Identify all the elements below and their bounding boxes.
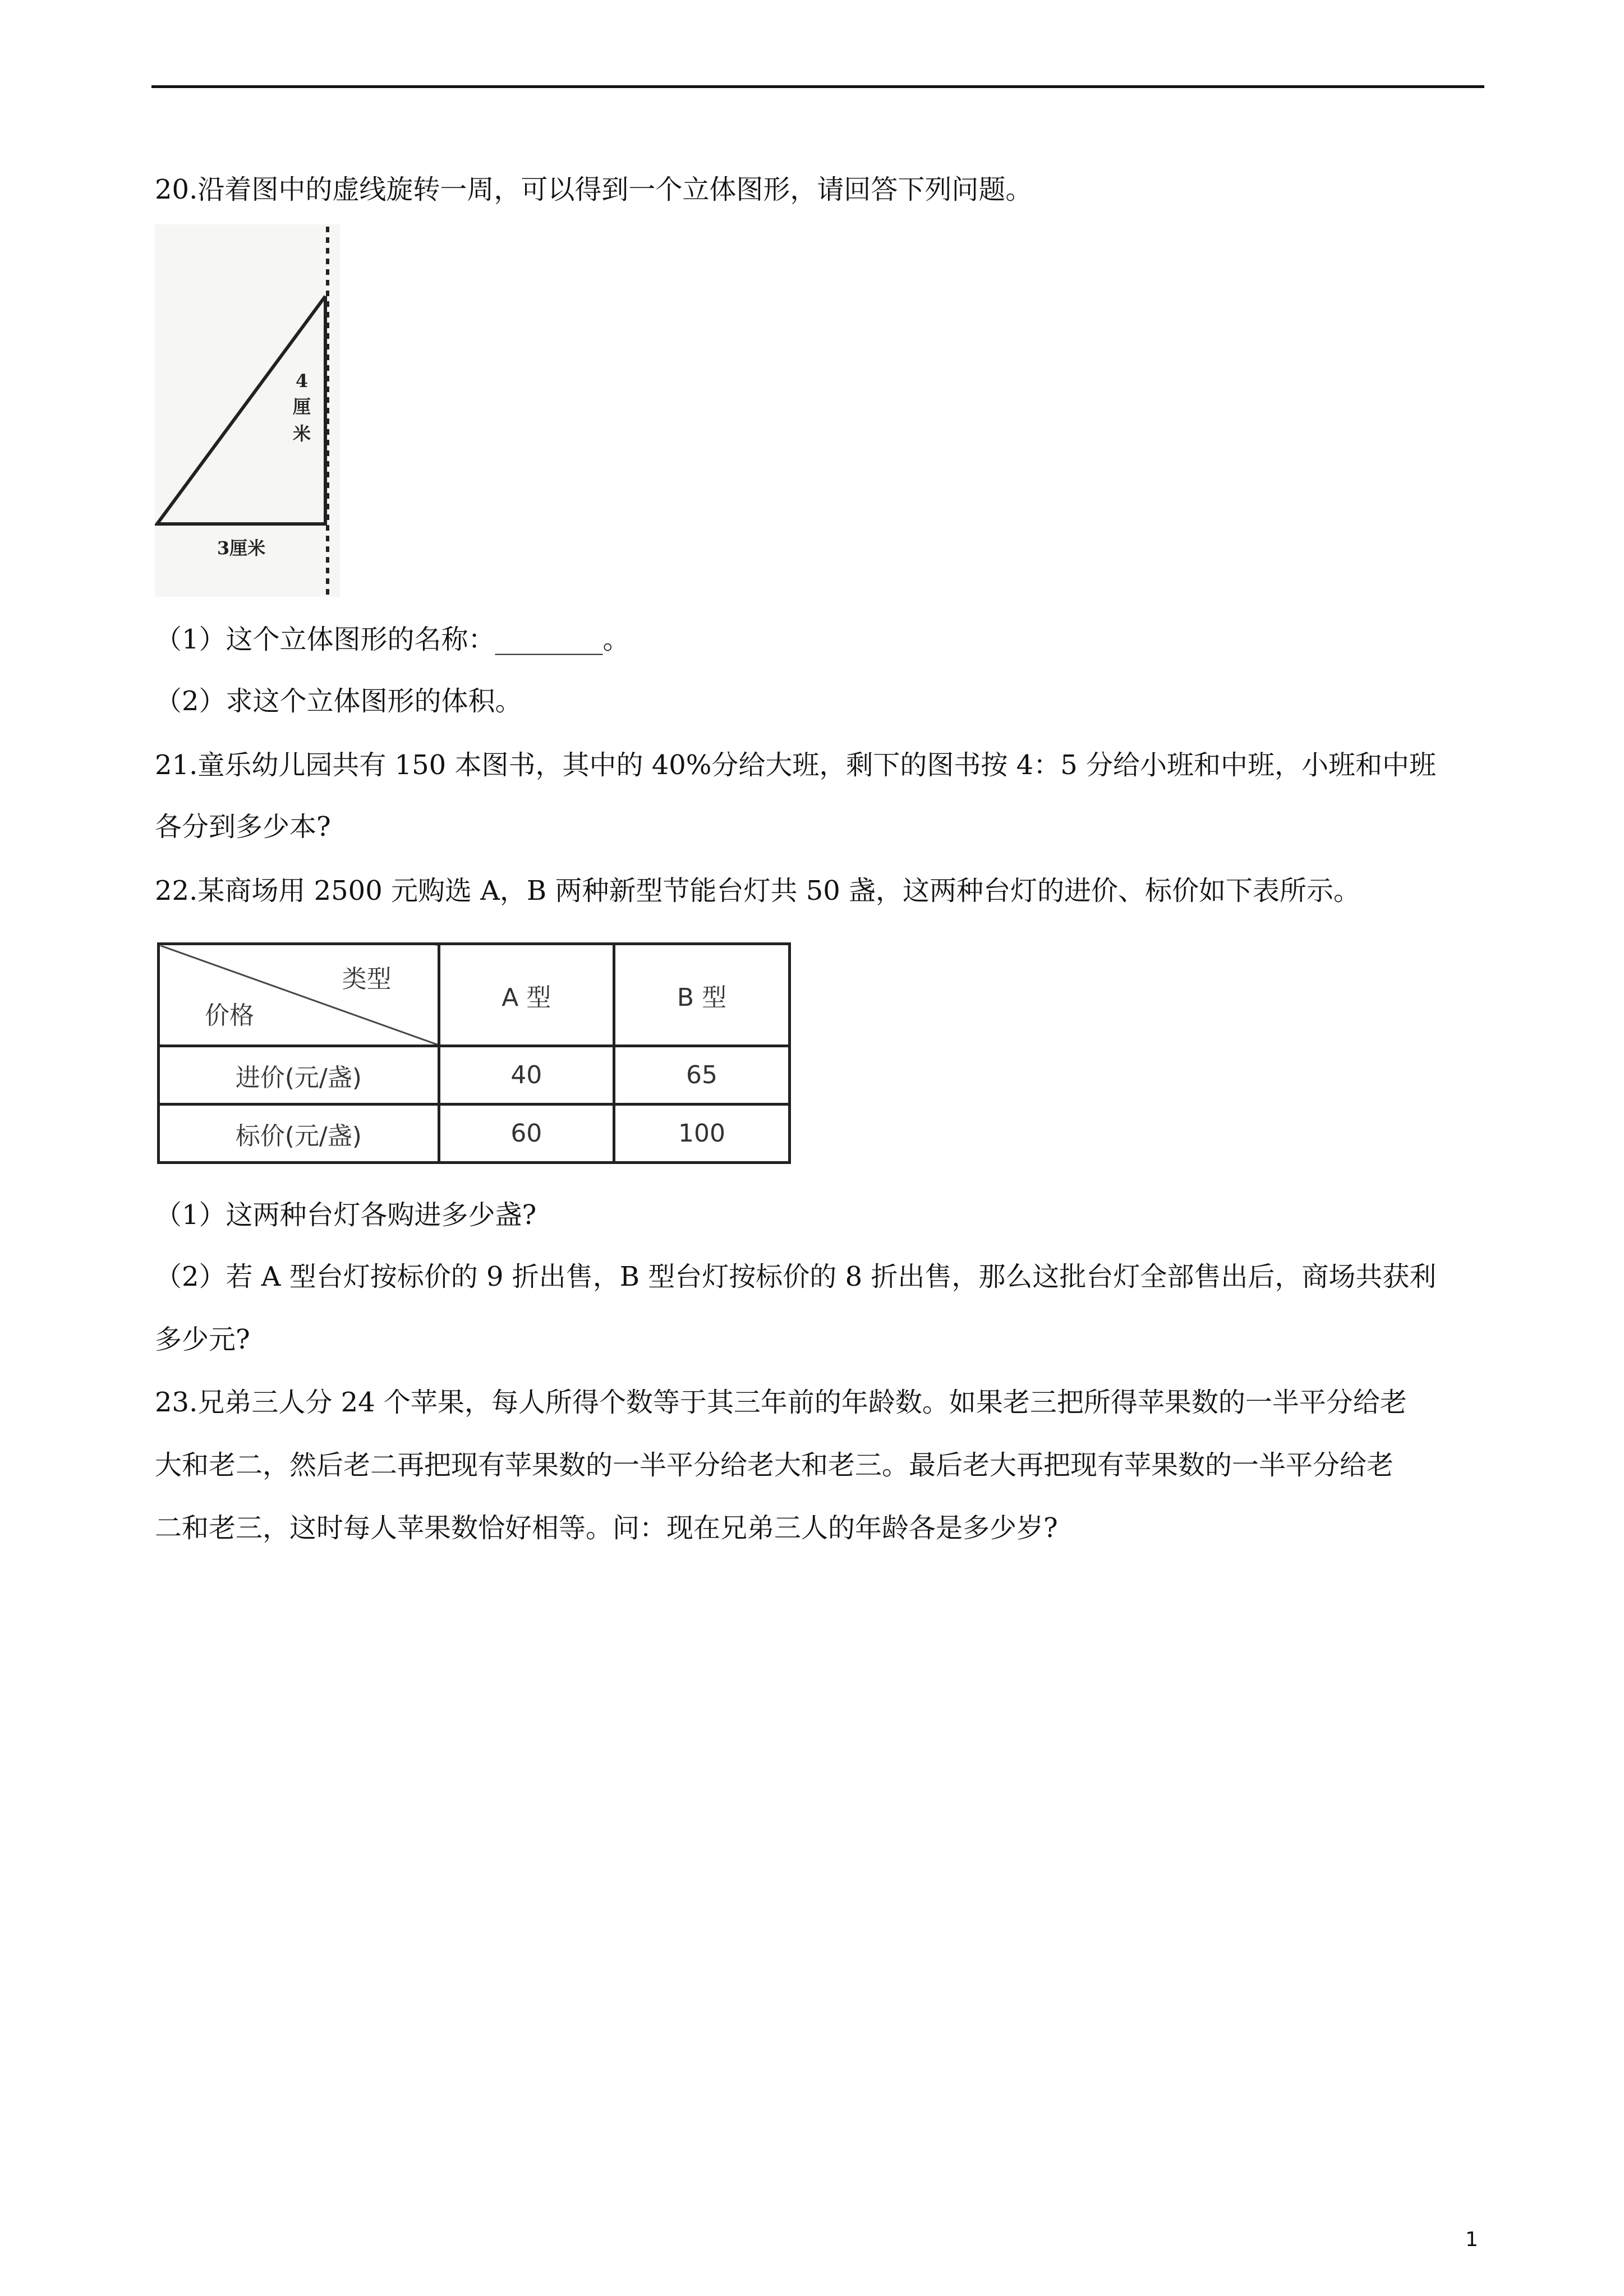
page-number: 1 xyxy=(1465,2228,1478,2251)
q23-line3: 二和老三，这时每人苹果数恰好相等。问：现在兄弟三人的年龄各是多少岁? xyxy=(155,1512,1058,1544)
row-label: 标价(元/盏) xyxy=(159,1105,439,1163)
header-rule xyxy=(151,85,1484,88)
table-row xyxy=(159,1046,790,1105)
price-table-container xyxy=(157,942,797,1167)
corner-type-label: 类型 xyxy=(342,965,392,993)
height-label-unit2: 米 xyxy=(292,423,311,444)
table-header-row xyxy=(159,944,790,1046)
q22-sub1: （1）这两种台灯各购进多少盏? xyxy=(155,1199,537,1231)
cell-a: 60 xyxy=(439,1105,614,1163)
q20-stem: 20.沿着图中的虚线旋转一周，可以得到一个立体图形，请回答下列问题。 xyxy=(155,174,1033,205)
row-label: 进价(元/盏) xyxy=(159,1046,439,1105)
price-table xyxy=(157,942,791,1164)
col-header-b: B 型 xyxy=(614,944,790,1046)
q23-line2: 大和老二，然后老二再把现有苹果数的一半平分给老大和老三。最后老大再把现有苹果数的一半平分给老 xyxy=(155,1450,1394,1481)
height-label-unit1: 厘 xyxy=(292,396,311,417)
base-label: 3厘米 xyxy=(217,537,266,559)
q21-line1: 21.童乐幼儿园共有 150 本图书，其中的 40%分给大班，剩下的图书按 4：5 分给小班和中班，小班和中班 xyxy=(155,749,1437,781)
table-row xyxy=(159,1105,790,1163)
q20-sub1: （1）这个立体图形的名称：________。 xyxy=(155,624,630,655)
diagonal-corner-cell xyxy=(159,944,439,1046)
q23-line1: 23.兄弟三人分 24 个苹果，每人所得个数等于其三年前的年龄数。如果老三把所得苹果数的一半平分给老 xyxy=(155,1387,1407,1418)
triangle-figure xyxy=(155,224,340,597)
q21-line2: 各分到多少本? xyxy=(155,811,331,843)
cell-a: 40 xyxy=(439,1046,614,1105)
height-label-num: 4 xyxy=(295,370,309,392)
corner-price-label: 价格 xyxy=(205,1001,254,1030)
cell-b: 100 xyxy=(614,1105,790,1163)
q20-sub2: （2）求这个立体图形的体积。 xyxy=(155,685,522,717)
col-header-a: A 型 xyxy=(439,944,614,1046)
cell-b: 65 xyxy=(614,1046,790,1105)
q22-stem: 22.某商场用 2500 元购选 A，B 两种新型节能台灯共 50 盏，这两种台灯的进价、标价如下表所示。 xyxy=(155,875,1361,907)
q22-sub2-line1: （2）若 A 型台灯按标价的 9 折出售，B 型台灯按标价的 8 折出售，那么这批台灯全部售出后，商场共获利 xyxy=(155,1261,1437,1292)
q22-sub2-line2: 多少元? xyxy=(155,1324,250,1355)
